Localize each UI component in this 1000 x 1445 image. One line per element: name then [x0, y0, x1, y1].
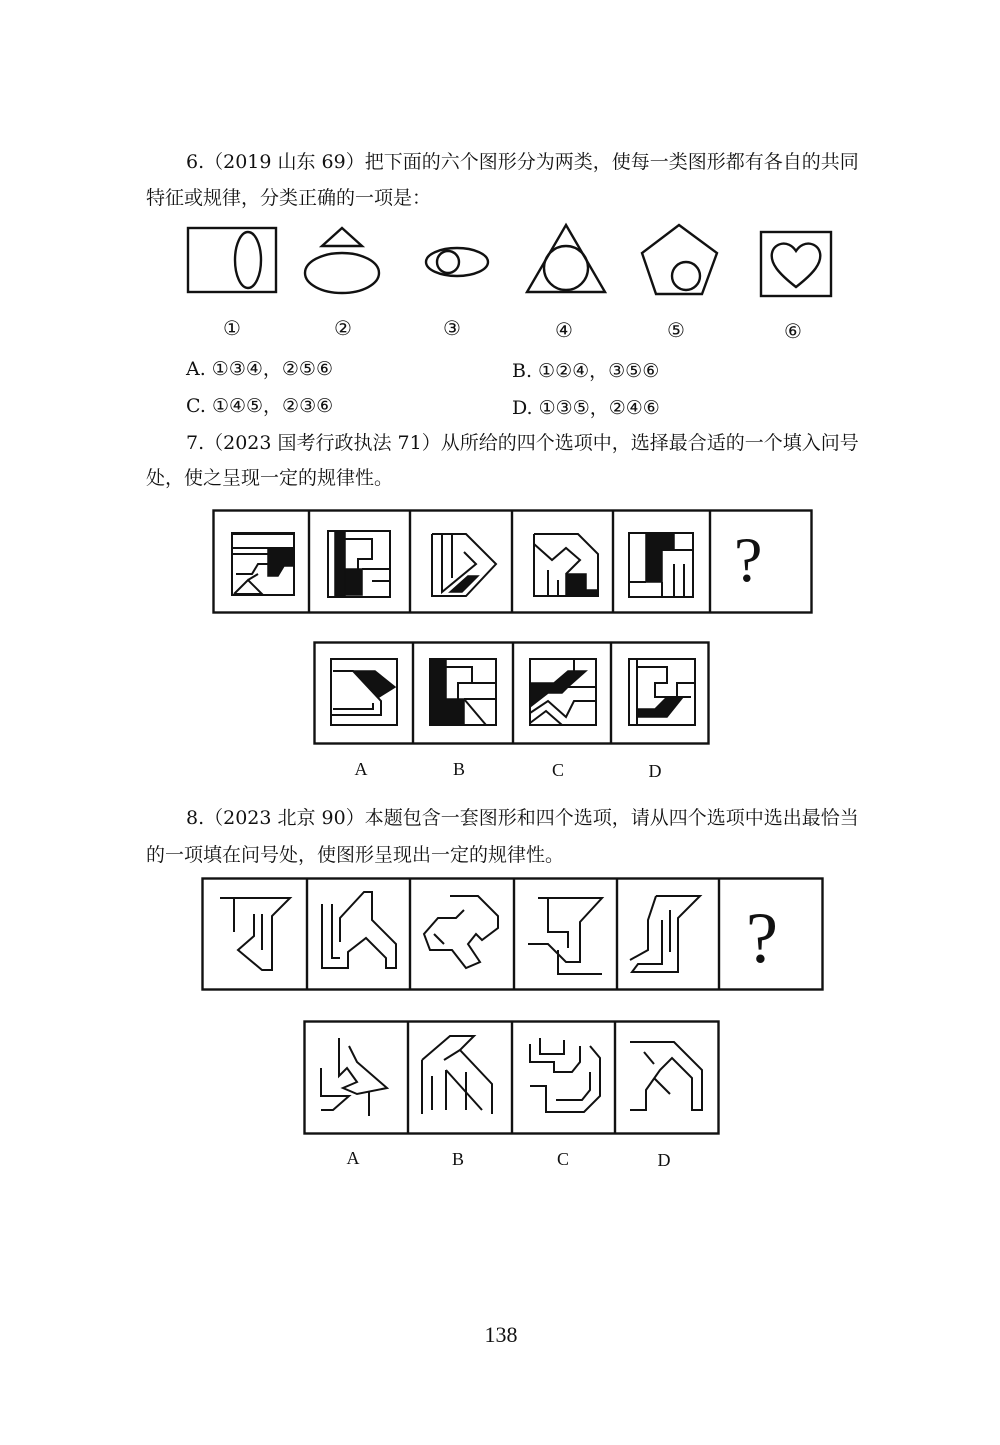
page-number: 138 — [484, 1322, 518, 1347]
q8-label-c: C — [556, 1149, 569, 1169]
q8-label-b: B — [451, 1149, 464, 1169]
square-with-heart-icon — [758, 229, 834, 299]
q7-figure-1 — [228, 530, 296, 598]
q8-label-d: D — [657, 1150, 671, 1170]
q7-sequence-row — [212, 509, 814, 617]
q7-label-b: B — [452, 759, 465, 779]
q6-line1: 6.（2019 山东 69）把下面的六个图形分为两类，使每一类图形都有各自的共同 — [186, 151, 859, 173]
q8-figure-4 — [524, 888, 608, 976]
q8-option-d-figure[interactable] — [624, 1030, 708, 1118]
q6-line2: 特征或规律，分类正确的一项是： — [146, 187, 432, 209]
figure-label-2: ② — [334, 316, 352, 340]
figure-label-3: ③ — [443, 316, 461, 340]
q8-question-mark: ? — [746, 898, 778, 978]
q6-option-c[interactable]: C. ①④⑤，②③⑥ — [186, 395, 334, 417]
q8-label-a: A — [346, 1148, 360, 1168]
q8-figure-5 — [626, 890, 710, 978]
q6-option-b[interactable]: B. ①②④，③⑤⑥ — [512, 360, 660, 382]
q7-option-c-figure[interactable] — [528, 657, 598, 727]
q6-option-a[interactable]: A. ①③④，②⑤⑥ — [186, 358, 333, 380]
q7-question-mark: ? — [734, 524, 763, 595]
figure-label-1: ① — [223, 316, 241, 340]
q7-figure-3 — [428, 530, 500, 600]
q7-label-a: A — [354, 759, 368, 779]
q8-option-a-figure[interactable] — [313, 1032, 397, 1118]
q7-label-d: D — [648, 761, 662, 781]
ellipse-with-circle-icon — [424, 244, 490, 280]
pentagon-with-circle-icon — [640, 222, 720, 298]
q7-line2: 处，使之呈现一定的规律性。 — [146, 467, 394, 489]
q8-option-b-figure[interactable] — [416, 1030, 500, 1118]
q8-figure-3 — [420, 890, 504, 976]
q7-label-c: C — [551, 760, 564, 780]
q7-option-d-figure[interactable] — [627, 657, 697, 727]
q8-line1: 8.（2023 北京 90）本题包含一套图形和四个选项，请从四个选项中选出最恰当 — [186, 807, 859, 829]
q7-figure-5 — [626, 530, 698, 602]
triangle-over-ellipse-icon — [302, 224, 384, 298]
rectangle-with-ellipse-icon — [186, 226, 278, 296]
q8-figure-2 — [318, 890, 402, 976]
figure-label-6: ⑥ — [784, 319, 802, 343]
q8-option-c-figure[interactable] — [520, 1032, 604, 1118]
triangle-with-circle-icon — [524, 222, 608, 296]
q6-option-d[interactable]: D. ①③⑤，②④⑥ — [512, 397, 660, 419]
figure-label-5: ⑤ — [667, 318, 685, 342]
q7-option-a-figure[interactable] — [329, 657, 399, 727]
figure-label-4: ④ — [555, 318, 573, 342]
q7-figure-4 — [530, 530, 602, 602]
q7-option-b-figure[interactable] — [428, 657, 498, 727]
q8-figure-1 — [216, 892, 296, 976]
q8-line2: 的一项填在问号处，使图形呈现出一定的规律性。 — [146, 844, 565, 866]
q7-figure-2 — [326, 529, 394, 601]
q7-line1: 7.（2023 国考行政执法 71）从所给的四个选项中，选择最合适的一个填入问号 — [186, 432, 859, 454]
